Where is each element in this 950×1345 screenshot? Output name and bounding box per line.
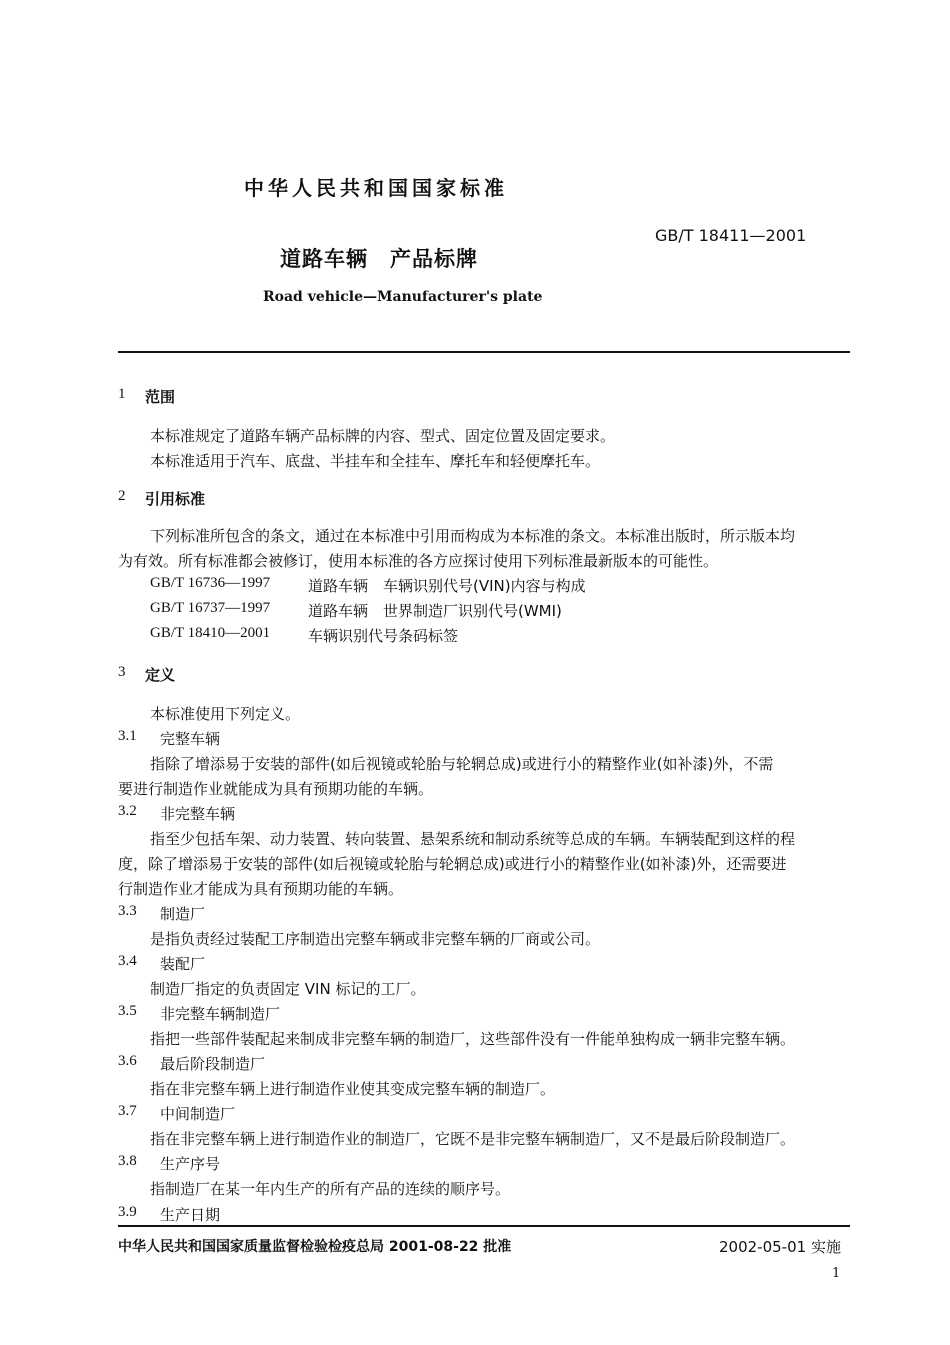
- section-heading: 范围: [145, 388, 176, 406]
- definition-number: 3.6: [118, 1053, 137, 1069]
- definition-text: 指除了增添易于安装的部件(如后视镜或轮胎与轮辋总成)或进行小的精整作业(如补漆)外，不需: [150, 755, 774, 773]
- definition-text: 指制造厂在某一年内生产的所有产品的连续的顺序号。: [150, 1180, 511, 1198]
- reference-title: 车辆识别代号条码标签: [308, 627, 459, 645]
- reference-code: GB/T 16737—1997: [150, 600, 271, 616]
- reference-title: 道路车辆 车辆识别代号(VIN)内容与构成: [308, 577, 586, 595]
- definition-text: 指在非完整车辆上进行制造作业使其变成完整车辆的制造厂。: [150, 1080, 556, 1098]
- definition-term: 制造厂: [160, 905, 206, 923]
- section-heading: 定义: [145, 666, 176, 684]
- section-number: 2: [118, 488, 126, 504]
- paragraph: 本标准规定了道路车辆产品标牌的内容、型式、固定位置及固定要求。: [150, 427, 616, 445]
- definition-number: 3.5: [118, 1003, 137, 1019]
- approval-line: 中华人民共和国国家质量监督检验检疫总局 2001-08-22 批准: [118, 1239, 512, 1255]
- definition-term: 中间制造厂: [160, 1105, 236, 1123]
- effective-date: 2002-05-01 实施: [719, 1238, 841, 1256]
- definition-term: 完整车辆: [160, 730, 221, 748]
- definition-term: 装配厂: [160, 955, 206, 973]
- definition-number: 3.1: [118, 728, 137, 744]
- reference-code: GB/T 16736—1997: [150, 575, 271, 591]
- definition-text: 指在非完整车辆上进行制造作业的制造厂，它既不是非完整车辆制造厂，又不是最后阶段制造厂。: [150, 1130, 796, 1148]
- definition-number: 3.9: [118, 1204, 137, 1220]
- paragraph: 为有效。所有标准都会被修订，使用本标准的各方应探讨使用下列标准最新版本的可能性。: [118, 552, 719, 570]
- definition-number: 3.3: [118, 903, 137, 919]
- agency-title: 中华人民共和国国家标准: [244, 176, 508, 200]
- standard-number: GB/T 18411—2001: [655, 226, 807, 245]
- definition-text: 制造厂指定的负责固定 VIN 标记的工厂。: [150, 980, 426, 998]
- definition-text: 指至少包括车架、动力装置、转向装置、悬架系统和制动系统等总成的车辆。车辆装配到这样的程: [150, 830, 796, 848]
- definition-text: 要进行制造作业就能成为具有预期功能的车辆。: [118, 780, 434, 798]
- definition-term: 最后阶段制造厂: [160, 1055, 266, 1073]
- definition-term: 非完整车辆: [160, 805, 236, 823]
- definition-term: 生产序号: [160, 1155, 221, 1173]
- definition-text: 指把一些部件装配起来制成非完整车辆的制造厂，这些部件没有一件能单独构成一辆非完整车辆。: [150, 1030, 796, 1048]
- definition-term: 生产日期: [160, 1206, 221, 1224]
- paragraph: 本标准适用于汽车、底盘、半挂车和全挂车、摩托车和轻便摩托车。: [150, 452, 601, 470]
- definition-number: 3.7: [118, 1103, 137, 1119]
- section-heading: 引用标准: [145, 490, 206, 508]
- definition-number: 3.4: [118, 953, 137, 969]
- reference-title: 道路车辆 世界制造厂识别代号(WMI): [308, 602, 562, 620]
- footer-rule: [118, 1225, 850, 1227]
- definition-term: 非完整车辆制造厂: [160, 1005, 281, 1023]
- section-number: 1: [118, 386, 126, 402]
- paragraph: 本标准使用下列定义。: [150, 705, 301, 723]
- definition-text: 行制造作业才能成为具有预期功能的车辆。: [118, 880, 404, 898]
- definition-number: 3.2: [118, 803, 137, 819]
- section-number: 3: [118, 664, 126, 680]
- definition-number: 3.8: [118, 1153, 137, 1169]
- definition-text: 是指负责经过装配工序制造出完整车辆或非完整车辆的厂商或公司。: [150, 930, 601, 948]
- english-title: Road vehicle—Manufacturer's plate: [263, 289, 543, 305]
- definition-text: 度，除了增添易于安装的部件(如后视镜或轮胎与轮辋总成)或进行小的精整作业(如补漆)外，还需要进: [118, 855, 787, 873]
- header-rule: [118, 351, 850, 353]
- paragraph: 下列标准所包含的条文，通过在本标准中引用而构成为本标准的条文。本标准出版时，所示版本均: [150, 527, 796, 545]
- page-title: 道路车辆 产品标牌: [280, 247, 478, 271]
- page-number: 1: [832, 1266, 841, 1281]
- reference-code: GB/T 18410—2001: [150, 625, 271, 641]
